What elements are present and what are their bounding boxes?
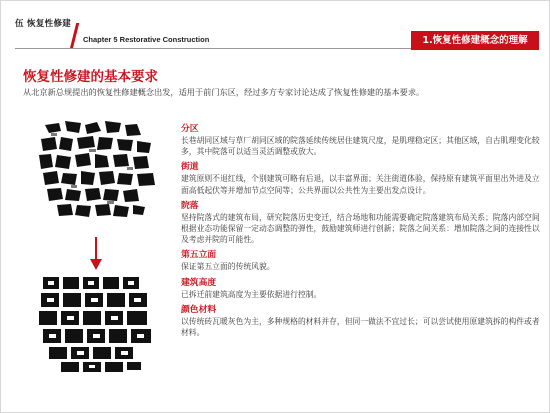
section-title: 院落 <box>181 200 199 211</box>
section-body: 坚持院落式的建筑布局，研究院落历史变迁，结合场地和功能需要确定院落建筑布局关系；院落内部空间根据业态功能保留一定动态调整的弹性，鼓励建筑师进行创新；院落之间关系：增加院落之间的连接性以及考虑并院的可能性。 <box>181 212 540 245</box>
section-title: 建筑高度 <box>181 277 217 288</box>
section-fifth-facade <box>181 249 541 272</box>
figure-ground-map-before <box>37 119 163 223</box>
header-slash-mark <box>70 23 79 49</box>
section-title: 第五立面 <box>181 250 217 261</box>
chapter-label: 伍 恢复性修建 <box>15 19 72 29</box>
section-color-material <box>181 304 541 338</box>
section-body: 以传统砖瓦暖灰色为主，多种规格的材料并存，但同一做法不宜过长；可以尝试使用原建筑拆的构件或者材料。 <box>181 316 540 338</box>
section-courtyard <box>181 200 541 246</box>
section-street <box>181 161 541 195</box>
section-title: 颜色材料 <box>181 304 217 315</box>
page-title: 恢复性修建的基本要求 <box>23 69 158 85</box>
section-body: 建筑原则不退红线，个别建筑可略有后退，以丰富界面；关注街道体验，保持原有建筑平面里出外进及立面高低起伏等并增加节点空间等；公共界面以公共性为主要出发点设计。 <box>181 174 540 195</box>
section-title: 街道 <box>181 162 199 173</box>
arrow-down-icon <box>89 237 103 271</box>
chapter-title-en: Chapter 5 Restorative Construction <box>83 35 210 44</box>
header-divider <box>15 48 415 49</box>
section-body: 已拆迁前建筑高度为主要依据进行控制。 <box>181 289 322 299</box>
figure-ground-map-after <box>37 273 163 377</box>
requirements-list <box>181 123 541 342</box>
section-body: 长巷胡同区域与草厂胡同区域的院落延续传统居住建筑尺度，是肌理稳定区；其他区域，自古肌理变化较多，其中院落可以适当灵活调整或放大。 <box>181 136 540 157</box>
section-tab: 1.恢复性修建概念的理解 <box>411 31 539 50</box>
intro-text: 从北京新总规提出的恢复性修建概念出发，适用于前门东区，经过多方专家讨论达成了恢复性修建的基本要求。 <box>23 87 425 97</box>
section-building-height <box>181 277 541 300</box>
section-zoning <box>181 123 541 157</box>
section-body: 保证第五立面的传统风貌。 <box>181 262 275 272</box>
section-title: 分区 <box>181 124 199 134</box>
